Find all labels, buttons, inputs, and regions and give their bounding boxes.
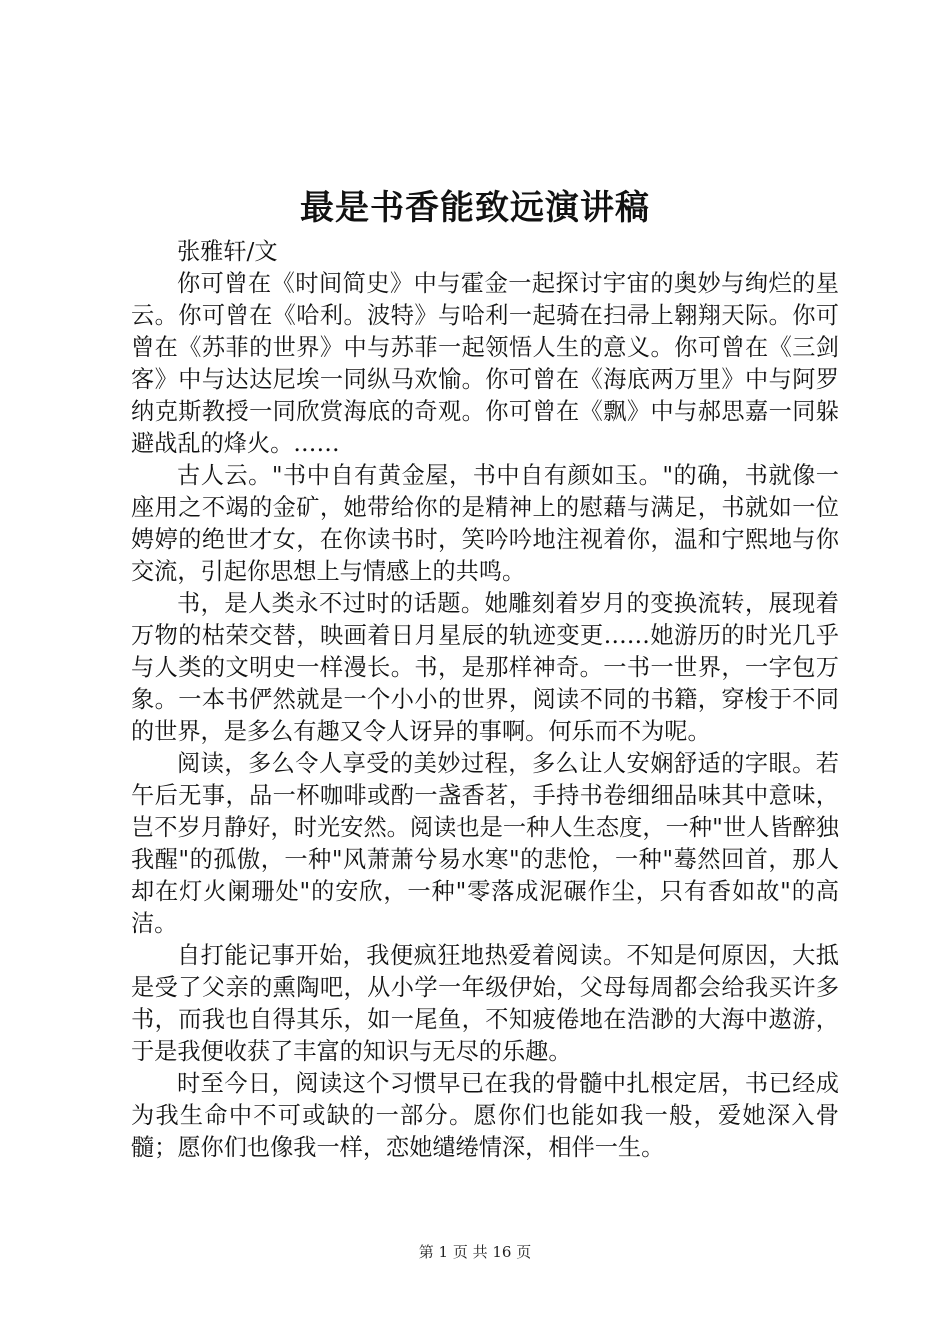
paragraph: 阅读，多么令人享受的美妙过程，多么让人安娴舒适的字眼。若午后无事，品一杯咖啡或酌一盏香茗，手持书卷细细品味其中意味，岂不岁月静好，时光安然。阅读也是一种人生态度，一种"世人皆醉独我醒"的孤傲，一种"风萧萧兮易水寒"的悲怆，一种"蓦然回首，那人却在灯火阑珊处"的安欣，一种"零落成泥碾作尘，只有香如故"的高洁。 <box>131 750 839 937</box>
document-title: 最是书香能致远演讲稿 <box>300 188 650 228</box>
paragraph: 你可曾在《时间简史》中与霍金一起探讨宇宙的奥妙与绚烂的星云。你可曾在《哈利。波特》与哈利一起骑在扫帚上翱翔天际。你可曾在《苏菲的世界》中与苏菲一起领悟人生的意义。你可曾在《三剑客》中与达达尼埃一同纵马欢愉。你可曾在《海底两万里》中与阿罗纳克斯教授一同欣赏海底的奇观。你可曾在《飘》中与郝思嘉一同躲避战乱的烽火。…… <box>131 270 839 457</box>
page-number-footer: 第 1 页 共 16 页 <box>418 1243 532 1261</box>
paragraph: 自打能记事开始，我便疯狂地热爱着阅读。不知是何原因，大抵是受了父亲的熏陶吧，从小学一年级伊始，父母每周都会给我买许多书，而我也自得其乐，如一尾鱼，不知疲倦地在浩渺的大海中遨游，于是我便收获了丰富的知识与无尽的乐趣。 <box>131 942 839 1065</box>
paragraph: 书，是人类永不过时的话题。她雕刻着岁月的变换流转，展现着万物的枯荣交替，映画着日月星辰的轨迹变更……她游历的时光几乎与人类的文明史一样漫长。书，是那样神奇。一书一世界，一字包万象。一本书俨然就是一个小小的世界，阅读不同的书籍，穿梭于不同的世界，是多么有趣又令人讶异的事啊。何乐而不为呢。 <box>131 590 839 745</box>
author-line: 张雅轩/文 <box>177 238 278 265</box>
paragraph: 古人云。"书中自有黄金屋，书中自有颜如玉。"的确，书就像一座用之不竭的金矿，她带给你的是精神上的慰藉与满足，书就如一位娉婷的绝世才女，在你读书时，笑吟吟地注视着你，温和宁熙地与你交流，引起你思想上与情感上的共鸣。 <box>131 462 839 585</box>
document-body <box>131 236 839 1164</box>
paragraph: 时至今日，阅读这个习惯早已在我的骨髓中扎根定居，书已经成为我生命中不可或缺的一部分。愿你们也能如我一般，爱她深入骨髓；愿你们也像我一样，恋她缱绻情深，相伴一生。 <box>131 1070 839 1161</box>
